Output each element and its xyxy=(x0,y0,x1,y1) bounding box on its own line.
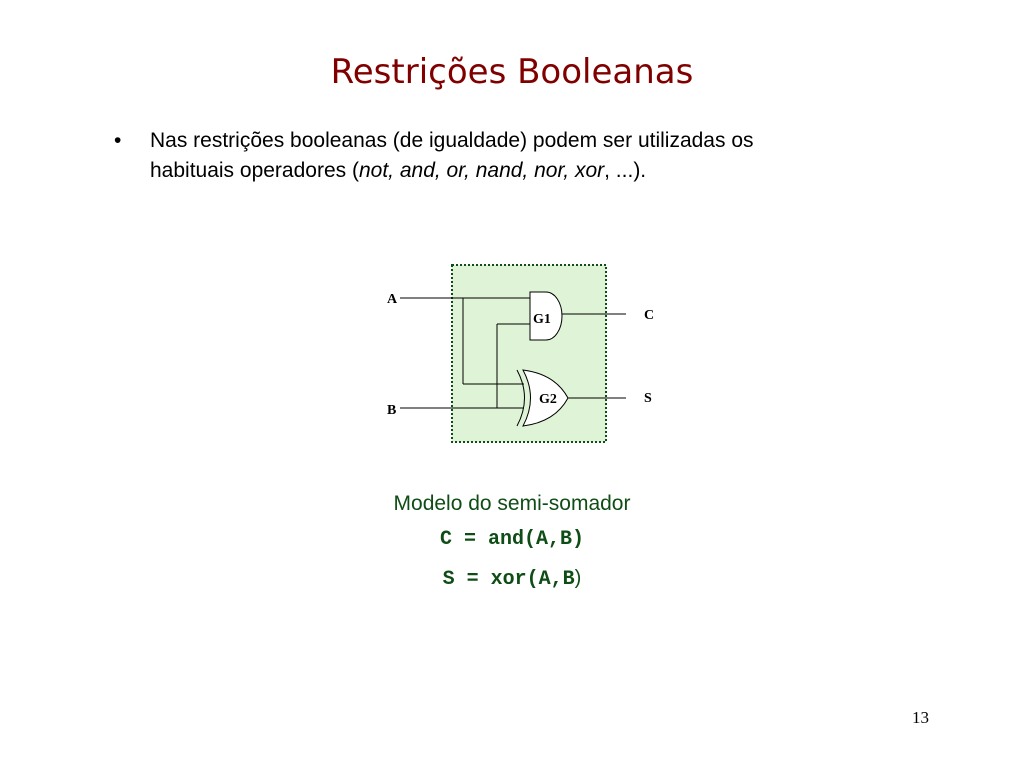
bullet-text xyxy=(150,126,910,186)
gate-g1-label: G1 xyxy=(533,312,551,327)
diagram-caption: Modelo do semi-somador xyxy=(393,492,631,515)
bullet-line-2-suffix: , ...). xyxy=(604,159,647,182)
formula-c: C = and(A,B) xyxy=(439,528,585,551)
half-adder-diagram xyxy=(380,258,670,448)
gate-g2-label: G2 xyxy=(539,392,557,407)
input-a-label: A xyxy=(387,292,398,307)
formula-s-code: S = xor(A,B xyxy=(442,568,575,591)
bullet-line-2-operators: not, and, or, nand, nor, xor xyxy=(358,159,605,182)
slide-title: Restrições Booleanas xyxy=(330,52,694,92)
page-number: 13 xyxy=(912,708,929,727)
output-s-label: S xyxy=(644,391,652,406)
bullet-line-1: Nas restrições booleanas (de igualdade) podem ser utilizadas os xyxy=(150,129,754,152)
bullet-line-2-prefix: habituais operadores ( xyxy=(150,159,359,182)
formula-s xyxy=(0,565,1024,593)
formula-s-paren: ) xyxy=(574,567,582,589)
output-c-label: C xyxy=(644,308,655,323)
bullet-marker: • xyxy=(114,129,122,152)
input-b-label: B xyxy=(387,403,397,418)
